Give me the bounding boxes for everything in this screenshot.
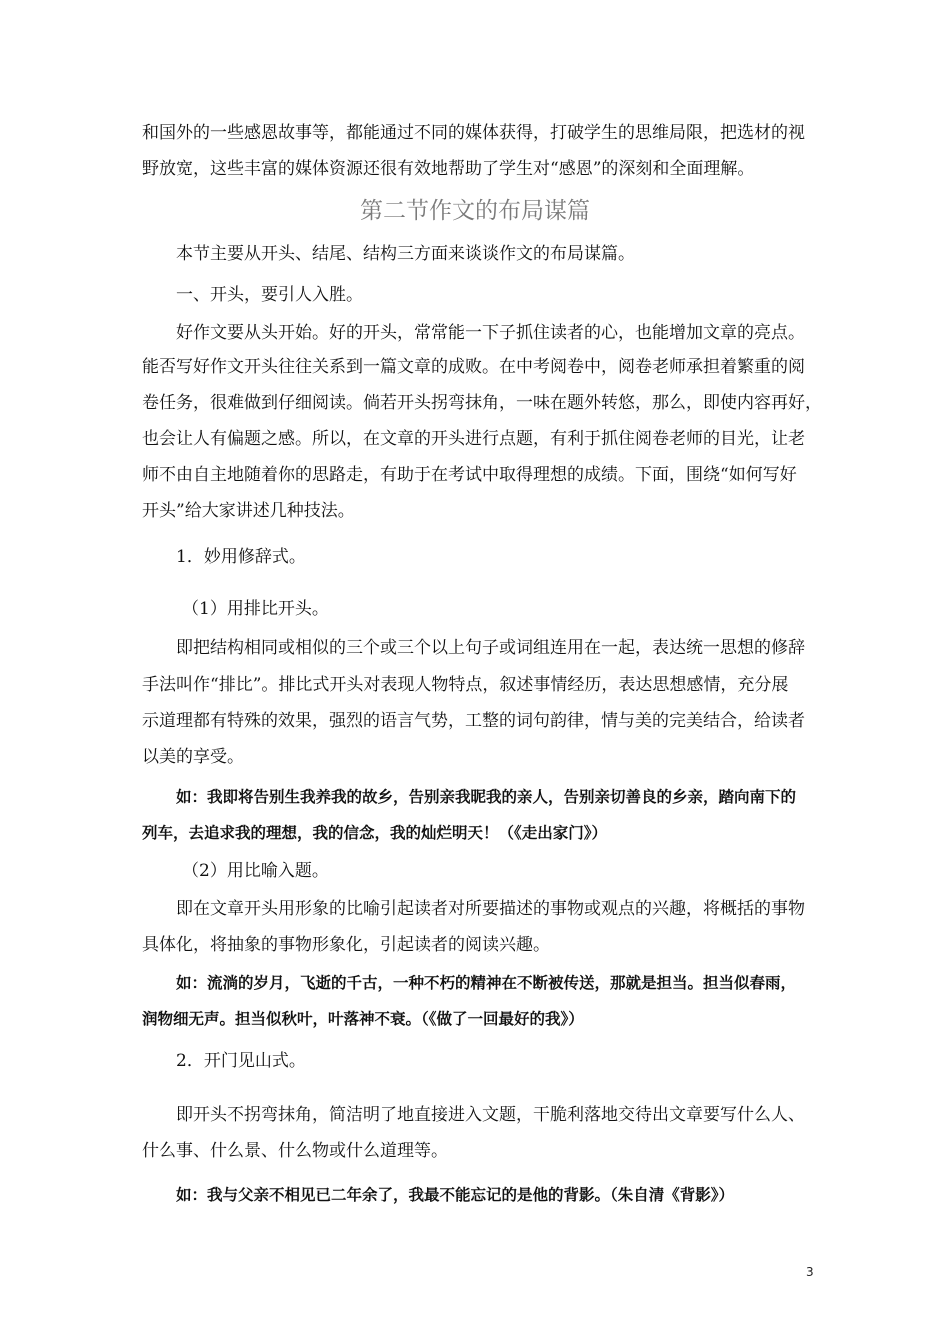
paragraph-line: 即把结构相同或相似的三个或三个以上句子或词组连用在一起，表达统一思想的修辞 (176, 638, 805, 658)
example-line: 润物细无声。担当似秋叶，叶落神不衰。（《做了一回最好的我》） (142, 1010, 584, 1028)
paragraph-line: 也会让人有偏题之感。所以，在文章的开头进行点题，有利于抓住阅卷老师的目光，让老 (142, 429, 805, 449)
paragraph-line: 手法叫作“排比”。排比式开头对表现人物特点，叙述事情经历，表达思想感情，充分展 (142, 675, 789, 695)
example-line: 如：流淌的岁月，飞逝的千古，一种不朽的精神在不断被传送，那就是担当。担当似春雨， (176, 974, 797, 992)
paragraph-line: 好作文要从头开始。好的开头，常常能一下子抓住读者的心，也能增加文章的亮点。 (176, 323, 805, 343)
paragraph-line: 能否写好作文开头往往关系到一篇文章的成败。在中考阅卷中，阅卷老师承担着繁重的阅 (142, 357, 805, 377)
section-title: 第二节作文的布局谋篇 (360, 198, 590, 224)
example-line: 如：我即将告别生我养我的故乡，告别亲我昵我的亲人，告别亲切善良的乡亲，踏向南下的 (176, 788, 797, 806)
example-line: 如：我与父亲不相见已二年余了，我最不能忘记的是他的背影。（朱自清《背影》） (176, 1186, 735, 1204)
paragraph-line: 即开头不拐弯抹角，简洁明了地直接进入文题，干脆利落地交待出文章要写什么人、 (176, 1105, 805, 1125)
paragraph-line: 即在文章开头用形象的比喻引起读者对所要描述的事物或观点的兴趣，将概括的事物 (176, 899, 805, 919)
item-rhetoric: 1．妙用修辞式。 (176, 547, 306, 567)
paragraph-line: 卷任务，很难做到仔细阅读。倘若开头拐弯抹角，一味在题外转悠，那么，即使内容再好， (142, 393, 822, 413)
paragraph-line: 具体化，将抽象的事物形象化，引起读者的阅读兴趣。 (142, 935, 550, 955)
paragraph-line: 师不由自主地随着你的思路走，有助于在考试中取得理想的成绩。下面，围绕“如何写好 (142, 465, 797, 485)
paragraph-line: 开头”给大家讲述几种技法。 (142, 501, 355, 521)
paragraph-line: 示道理都有特殊的效果，强烈的语言气势，工整的词句韵律，情与美的完美结合，给读者 (142, 711, 805, 731)
example-line: 列车，去追求我的理想，我的信念，我的灿烂明天！（《走出家门》） (142, 824, 608, 842)
paragraph-line: 以美的享受。 (142, 747, 244, 767)
sub-metaphor: （2）用比喻入题。 (182, 861, 329, 881)
heading-opening: 一、开头，要引人入胜。 (176, 285, 363, 305)
paragraph-line: 什么事、什么景、什么物或什么道理等。 (142, 1141, 448, 1161)
intro-line-1: 和国外的一些感恩故事等，都能通过不同的媒体获得，打破学生的思维局限，把选材的视 (142, 123, 805, 143)
section-summary: 本节主要从开头、结尾、结构三方面来谈谈作文的布局谋篇。 (176, 244, 635, 264)
page-number: 3 (806, 1265, 814, 1279)
intro-line-2: 野放宽，这些丰富的媒体资源还很有效地帮助了学生对“感恩”的深刻和全面理解。 (142, 159, 755, 179)
sub-parallelism: （1）用排比开头。 (182, 599, 329, 619)
item-direct-opening: 2．开门见山式。 (176, 1051, 306, 1071)
